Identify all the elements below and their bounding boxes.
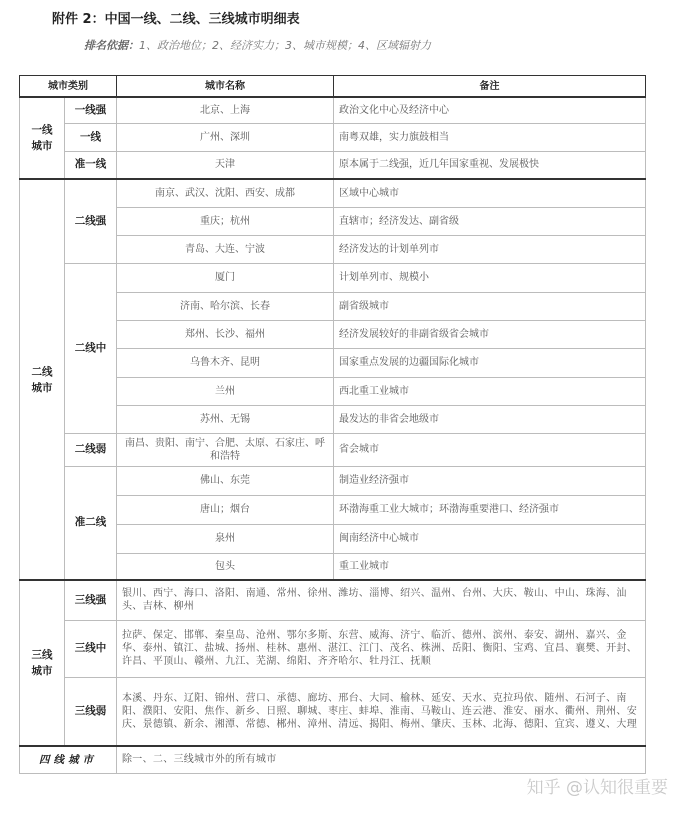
note: 国家重点发展的边疆国际化城市 <box>334 348 646 377</box>
city-names: 银川、西宁、海口、洛阳、南通、常州、徐州、潍坊、淄博、绍兴、温州、台州、大庆、鞍山、中山、珠海、汕头、吉林、柳州 <box>117 580 646 620</box>
tier-subcategory: 二线强 <box>65 179 117 263</box>
table-row <box>20 123 646 151</box>
tier-subcategory: 三线弱 <box>65 677 117 746</box>
city-names: 本溪、丹东、辽阳、锦州、营口、承德、廊坊、邢台、大同、榆林、延安、天水、克拉玛依、随州、石河子、南阳、濮阳、安阳、焦作、新乡、日照、聊城、枣庄、蚌埠、淮南、马鞍山、连云港、淮安、丽水、衢州、荆州、安庆、景德镇、新余、湘潭、常德、郴州、漳州、清远、揭阳、梅州、肇庆、玉林、北海、德阳、宜宾、遵义、大理 <box>117 677 646 746</box>
city-names: 北京、上海 <box>117 97 334 123</box>
table-row <box>20 580 646 620</box>
city-names: 厦门 <box>117 263 334 292</box>
city-names: 苏州、无锡 <box>117 405 334 433</box>
table-row <box>20 179 646 207</box>
note: 西北重工业城市 <box>334 377 646 405</box>
city-names: 佛山、东莞 <box>117 466 334 495</box>
city-names: 兰州 <box>117 377 334 405</box>
tier-subcategory: 准二线 <box>65 466 117 580</box>
city-names: 南昌、贵阳、南宁、合肥、太原、石家庄、呼和浩特 <box>117 433 334 466</box>
note: 省会城市 <box>334 433 646 466</box>
note: 最发达的非省会地级市 <box>334 405 646 433</box>
note: 区域中心城市 <box>334 179 646 207</box>
table-row <box>20 677 646 746</box>
tier3-category: 三线城市 <box>20 580 65 746</box>
table-row <box>20 151 646 179</box>
city-names: 广州、深圳 <box>117 123 334 151</box>
header-category: 城市类别 <box>20 76 117 98</box>
tier2-category: 二线城市 <box>20 179 65 580</box>
tier-subcategory: 三线中 <box>65 620 117 677</box>
city-names: 南京、武汉、沈阳、西安、成都 <box>117 179 334 207</box>
note: 制造业经济强市 <box>334 466 646 495</box>
note: 经济发展较好的非副省级省会城市 <box>334 320 646 348</box>
city-names: 济南、哈尔滨、长春 <box>117 292 334 320</box>
city-names: 重庆；杭州 <box>117 207 334 235</box>
tier-subcategory: 准一线 <box>65 151 117 179</box>
tier-subcategory: 二线弱 <box>65 433 117 466</box>
city-names: 乌鲁木齐、昆明 <box>117 348 334 377</box>
table-row <box>20 620 646 677</box>
note: 副省级城市 <box>334 292 646 320</box>
tier-subcategory: 三线强 <box>65 580 117 620</box>
note: 直辖市；经济发达、副省级 <box>334 207 646 235</box>
city-names: 泉州 <box>117 524 334 553</box>
tier-subcategory: 二线中 <box>65 263 117 433</box>
city-tier-table <box>19 75 646 774</box>
note: 闽南经济中心城市 <box>334 524 646 553</box>
city-names: 唐山；烟台 <box>117 495 334 524</box>
ranking-basis-label: 排名依据： <box>84 39 139 52</box>
table-row <box>20 433 646 466</box>
note: 原本属于二线强，近几年国家重视、发展极快 <box>334 151 646 179</box>
table-row <box>20 97 646 123</box>
table-header-row <box>20 76 646 98</box>
city-names: 青岛、大连、宁波 <box>117 235 334 263</box>
city-names: 包头 <box>117 553 334 580</box>
header-city-name: 城市名称 <box>117 76 334 98</box>
table-row <box>20 466 646 495</box>
note: 重工业城市 <box>334 553 646 580</box>
city-names: 拉萨、保定、邯郸、秦皇岛、沧州、鄂尔多斯、东营、威海、济宁、临沂、德州、滨州、泰安、湖州、嘉兴、金华、泰州、镇江、盐城、扬州、桂林、惠州、湛江、江门、茂名、株洲、岳阳、衡阳、宝鸡、宜昌、襄樊、开封、许昌、平顶山、赣州、九江、芜湖、绵阳、齐齐哈尔、牡丹江、抚顺 <box>117 620 646 677</box>
tier-subcategory: 一线 <box>65 123 117 151</box>
header-note: 备注 <box>334 76 646 98</box>
tier-subcategory: 一线强 <box>65 97 117 123</box>
city-names: 郑州、长沙、福州 <box>117 320 334 348</box>
tier4-category: 四线城市 <box>20 746 117 773</box>
note: 计划单列市、规模小 <box>334 263 646 292</box>
note: 南粤双雄，实力旗鼓相当 <box>334 123 646 151</box>
watermark: 知乎 @认知很重要 <box>526 778 668 798</box>
tier1-category: 一线城市 <box>20 97 65 179</box>
note: 经济发达的计划单列市 <box>334 235 646 263</box>
ranking-basis-items: 1、政治地位；2、经济实力；3、城市规模；4、区域辐射力 <box>139 39 431 52</box>
ranking-basis <box>84 37 431 53</box>
table-row <box>20 263 646 292</box>
table-row <box>20 746 646 773</box>
note: 环渤海重工业大城市；环渤海重要港口、经济强市 <box>334 495 646 524</box>
page-title: 附件 2：中国一线、二线、三线城市明细表 <box>52 12 300 27</box>
note: 除一、二、三线城市外的所有城市 <box>117 746 646 773</box>
city-names: 天津 <box>117 151 334 179</box>
note: 政治文化中心及经济中心 <box>334 97 646 123</box>
